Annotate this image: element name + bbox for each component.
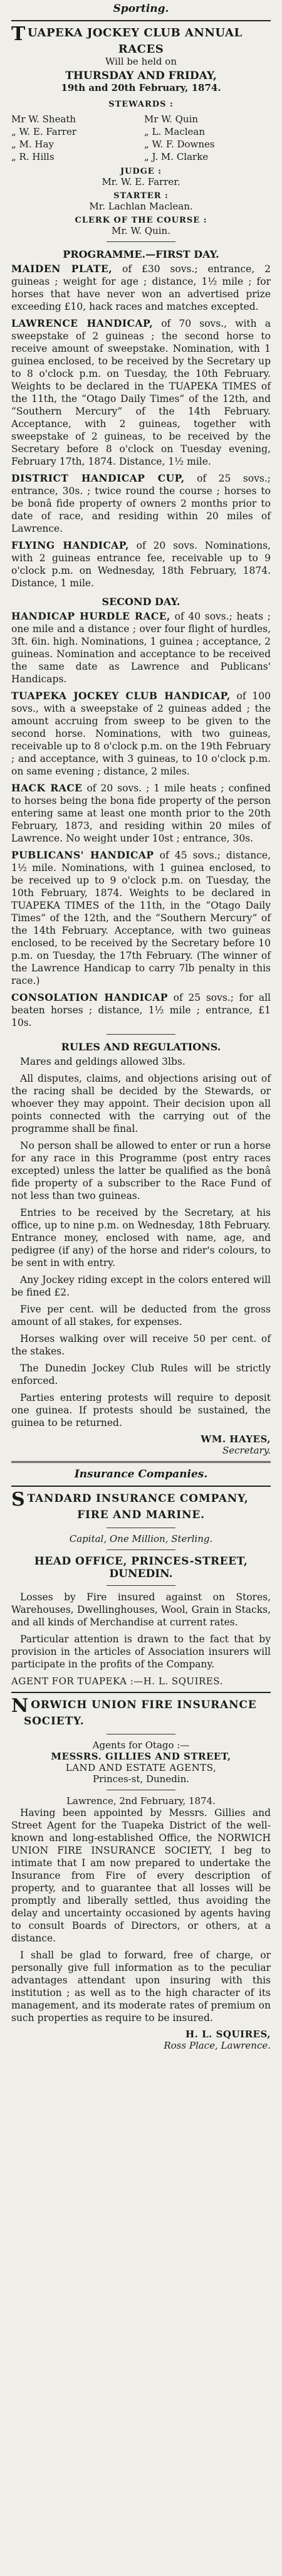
race-entry bbox=[11, 263, 271, 313]
rule-paragraph: All disputes, claims, and objections arising out of the racing shall be decided by the Stewards, or whoever they may appoint. Their decision upon all points connected with the carrying out of the programme shall be final. bbox=[11, 1073, 271, 1134]
rule-paragraph: Any Jockey riding except in the colors entered will be fined £2. bbox=[11, 1274, 271, 1298]
secretary-title: Secretary. bbox=[222, 1445, 271, 1456]
race-name: MAIDEN PLATE, bbox=[11, 263, 113, 275]
steward: „ M. Hay bbox=[11, 139, 54, 150]
norwich-signature-place: Ross Place, Lawrence. bbox=[164, 2040, 271, 2051]
standard-title-line2: FIRE AND MARINE. bbox=[77, 1509, 205, 1521]
race-entry bbox=[11, 472, 271, 535]
clerk-name: Mr. W. Quin. bbox=[112, 225, 170, 236]
norwich-title-line1: ORWICH UNION FIRE INSURANCE bbox=[31, 1699, 257, 1711]
norwich-insurance-ad bbox=[11, 1695, 271, 2051]
standard-title-line1: TANDARD INSURANCE COMPANY, bbox=[27, 1492, 249, 1505]
race-details: of 25 sovs.; for all beaten horses ; distance, 1½ mile ; entrance, £1 10s. bbox=[11, 992, 271, 1028]
norwich-title-line2: SOCIETY. bbox=[24, 1715, 85, 1728]
standard-body: Losses by Fire insured against on Stores, Warehouses, Dwellinghouses, Wool, Grain in Stacks, and all kinds of Merchandise at current rates. bbox=[11, 1592, 271, 1628]
rule-paragraph: Horses walking over will receive 50 per cent. of the stakes. bbox=[11, 1333, 271, 1357]
race-title bbox=[11, 23, 271, 56]
race-entry bbox=[11, 539, 271, 589]
race-entry bbox=[11, 317, 271, 468]
race-dates: THURSDAY AND FRIDAY, bbox=[65, 70, 217, 82]
judge-label: JUDGE : bbox=[120, 167, 162, 176]
race-name: HANDICAP HURDLE RACE, bbox=[11, 610, 170, 622]
starter-label: STARTER : bbox=[113, 191, 169, 201]
rule-paragraph: Entries to be received by the Secretary, at his office, up to nine p.m. on Wednesday, 18th February. Entrance money, enclosed with name, age, and pedigree (if any) of the horse and rider's colours, to be sent in with entry. bbox=[11, 1207, 271, 1269]
race-details: of 40 sovs.; heats ; one mile and a distance ; over four flight of hurdles, 3ft. 6in. high. Nominations, 1 guinea ; acceptance, 2 guineas. Nomination and acceptance to be received the same date as Lawrence and Publicans' Handicaps. bbox=[11, 611, 271, 685]
standard-dropcap: S bbox=[11, 1489, 26, 1511]
steward: „ W. E. Farrer bbox=[11, 126, 77, 137]
norwich-firm-2: LAND AND ESTATE AGENTS, bbox=[65, 1762, 217, 1773]
rule-paragraph: Five per cent. will be deducted from the gross amount of all stakes, for expenses. bbox=[11, 1304, 271, 1328]
race-entry bbox=[11, 849, 271, 987]
divider bbox=[11, 1461, 271, 1463]
race-entry bbox=[11, 991, 271, 1029]
divider bbox=[107, 1585, 175, 1586]
race-entry bbox=[11, 782, 271, 845]
norwich-title bbox=[11, 1695, 271, 1717]
steward: „ L. Maclean bbox=[144, 126, 206, 137]
stewards-list bbox=[11, 113, 271, 163]
rule-paragraph: The Dunedin Jockey Club Rules will be strictly enforced. bbox=[11, 1363, 271, 1386]
norwich-firm: MESSRS. GILLIES AND STREET, bbox=[51, 1751, 231, 1762]
held-on-text: Will be held on bbox=[105, 56, 177, 67]
steward: Mr W. Sheath bbox=[11, 113, 76, 125]
norwich-body: Having been appointed by Messrs. Gillies and Street Agent for the Tuapeka District of the well-known and long-established Office, the NORWICH UNION FIRE INSURANCE SOCIETY, I beg to intimate that I am now prepared to undertake the Insurance from Fire of every description of property, and to guarantee that all losses will be promptly and liberally settled, thus avoiding the delay and uncertainty occasioned by agents having to consult Boards of Directors, or others, at a distance. bbox=[11, 1807, 271, 1944]
section-header-sporting: Sporting. bbox=[113, 3, 169, 15]
standard-head-office: HEAD OFFICE, PRINCES-STREET, bbox=[34, 1555, 248, 1568]
race-title-line2: RACES bbox=[118, 43, 164, 56]
norwich-dateline: Lawrence, 2nd February, 1874. bbox=[66, 1795, 216, 1807]
race-dates-line2: 19th and 20th February, 1874. bbox=[61, 82, 221, 93]
standard-title bbox=[11, 1489, 271, 1511]
rule-paragraph: Parties entering protests will require to deposit one guinea. If protests should be sustained, the guinea to be returned. bbox=[11, 1392, 271, 1428]
standard-capital: Capital, One Million, Sterling. bbox=[69, 1533, 213, 1544]
race-details: of 20 sovs. ; 1 mile heats ; confined to horses being the bona fide property of the person entering same at least one month prior to the 20th February, 1873, and residing within 20 miles of Lawrence. No weight under 10st ; entrance, 30s. bbox=[11, 783, 271, 844]
steward: „ J. M. Clarke bbox=[144, 151, 209, 162]
programme-first-day-heading: PROGRAMME.—FIRST DAY. bbox=[63, 248, 219, 260]
divider bbox=[107, 1549, 175, 1550]
norwich-agents-for: Agents for Otago :— bbox=[92, 1739, 190, 1751]
race-name: LAWRENCE HANDICAP, bbox=[11, 317, 154, 329]
secretary-signature: WM. HAYES, bbox=[201, 1433, 271, 1445]
standard-insurance-ad bbox=[11, 1489, 271, 1687]
norwich-street: Princes-st, Dunedin. bbox=[92, 1773, 190, 1785]
divider bbox=[11, 1486, 271, 1487]
clerk-label: CLERK OF THE COURSE : bbox=[75, 216, 207, 225]
steward: „ R. Hills bbox=[11, 151, 55, 162]
rules-heading: RULES AND REGULATIONS. bbox=[61, 1041, 221, 1053]
title-dropcap: T bbox=[11, 23, 26, 45]
starter-name: Mr. Lachlan Maclean. bbox=[89, 201, 193, 212]
standard-city: DUNEDIN. bbox=[109, 1568, 173, 1580]
race-name: DISTRICT HANDICAP CUP, bbox=[11, 472, 185, 484]
race-title-line1: UAPEKA JOCKEY CLUB ANNUAL bbox=[27, 26, 243, 40]
norwich-signature: H. L. SQUIRES, bbox=[185, 2029, 271, 2040]
divider bbox=[11, 20, 271, 21]
race-name: CONSOLATION HANDICAP bbox=[11, 991, 168, 1003]
steward: Mr W. Quin bbox=[144, 113, 199, 125]
norwich-body-2: I shall be glad to forward, free of charge, or personally give full information as to the peculiar advantages attendant upon insuring with this institution ; as well as to the high character of its management, and its moderate rates of premium on such properties as require to be insured. bbox=[11, 1950, 271, 2024]
standard-agent: AGENT FOR TUAPEKA :—H. L. SQUIRES. bbox=[11, 1676, 223, 1687]
stewards-label: STEWARDS : bbox=[108, 100, 174, 109]
race-entry bbox=[11, 690, 271, 778]
race-details: of 70 sovs., with a sweepstake of 2 guineas ; the second horse to receive amount of sweepstake. Nomination, with 1 guinea enclosed, to be received by the Secretary up to 8 o'clock p.m. on Tuesday, the 10th February. Weights to be declared in the TUAPEKA TIMES of the 11th, the “Otago Daily Times” of the 12th, and “Southern Mercury” of the 14th February. Acceptance, with 2 guineas, together with sweepstake of 2 guineas, to be received by the Secretary before 8 o'clock on Tuesday evening, February 17th, 1874. Distance, 1½ mile. bbox=[11, 318, 271, 467]
race-details: of 100 sovs., with a sweepstake of 2 guineas added ; the amount accruing from sweep to be given to the second horse. Nominations, with two guineas, receivable up to 8 o'clock p.m. on the 19th February ; and acceptance, with 3 guineas, to 10 o'clock p.m. on same evening ; distance, 2 miles. bbox=[11, 690, 271, 777]
divider bbox=[107, 241, 175, 242]
race-entry bbox=[11, 610, 271, 685]
divider bbox=[107, 1034, 175, 1035]
race-details: of £30 sovs.; entrance, 2 guineas ; weight for age ; distance, 1½ mile ; for horses that have never won an advertised prize exceeding £10, hack races and matches excepted. bbox=[11, 263, 271, 312]
divider bbox=[11, 1692, 271, 1693]
rule-paragraph: Mares and geldings allowed 3lbs. bbox=[20, 1056, 185, 1067]
race-details: of 45 sovs.; distance, 1½ mile. Nominations, with 1 guinea enclosed, to be received up to 9 o'clock p.m. on Tuesday, the 10th February, 1874. Weights to be declared in TUAPEKA TIMES of the 11th, in the “Otago Daily Times” of the 12th, and the “Southern Mercury” of the 14th February. Acceptance, with two guineas enclosed, to be received by the Secretary before 10 p.m. on Tuesday, the 17th February. (The winner of the Lawrence Handicap to carry 7lb penalty in this race.) bbox=[11, 850, 271, 986]
race-details: of 25 sovs.; entrance, 30s. ; twice round the course ; horses to be bonâ fide property of owners 2 months prior to date of race, and residing within 20 miles of Lawrence. bbox=[11, 473, 271, 534]
rule-paragraph: No person shall be allowed to enter or run a horse for any race in this Programme (post entry races excepted) unless the latter be qualified as the bonâ fide property of a subscriber to the Race Fund of not less than two guineas. bbox=[11, 1140, 271, 1201]
race-name: PUBLICANS' HANDICAP bbox=[11, 849, 154, 861]
standard-body-2: Particular attention is drawn to the fact that by provision in the articles of Association insurers will participate in the profits of the Company. bbox=[11, 1634, 271, 1670]
judge-name: Mr. W. E. Farrer. bbox=[102, 176, 180, 187]
steward: „ W. F. Downes bbox=[144, 139, 215, 150]
race-name: HACK RACE bbox=[11, 782, 83, 794]
race-name: TUAPEKA JOCKEY CLUB HANDICAP, bbox=[11, 690, 231, 702]
race-name: FLYING HANDICAP, bbox=[11, 539, 129, 551]
second-day-heading: SECOND DAY. bbox=[102, 596, 180, 608]
section-header-insurance: Insurance Companies. bbox=[74, 1468, 208, 1481]
race-details: of 20 sovs. Nominations, with 2 guineas entrance fee, receivable up to 9 o'clock p.m. on Wednesday, 18th February, 1874. Distance, 1 mile. bbox=[11, 540, 271, 589]
norwich-dropcap: N bbox=[11, 1695, 29, 1717]
